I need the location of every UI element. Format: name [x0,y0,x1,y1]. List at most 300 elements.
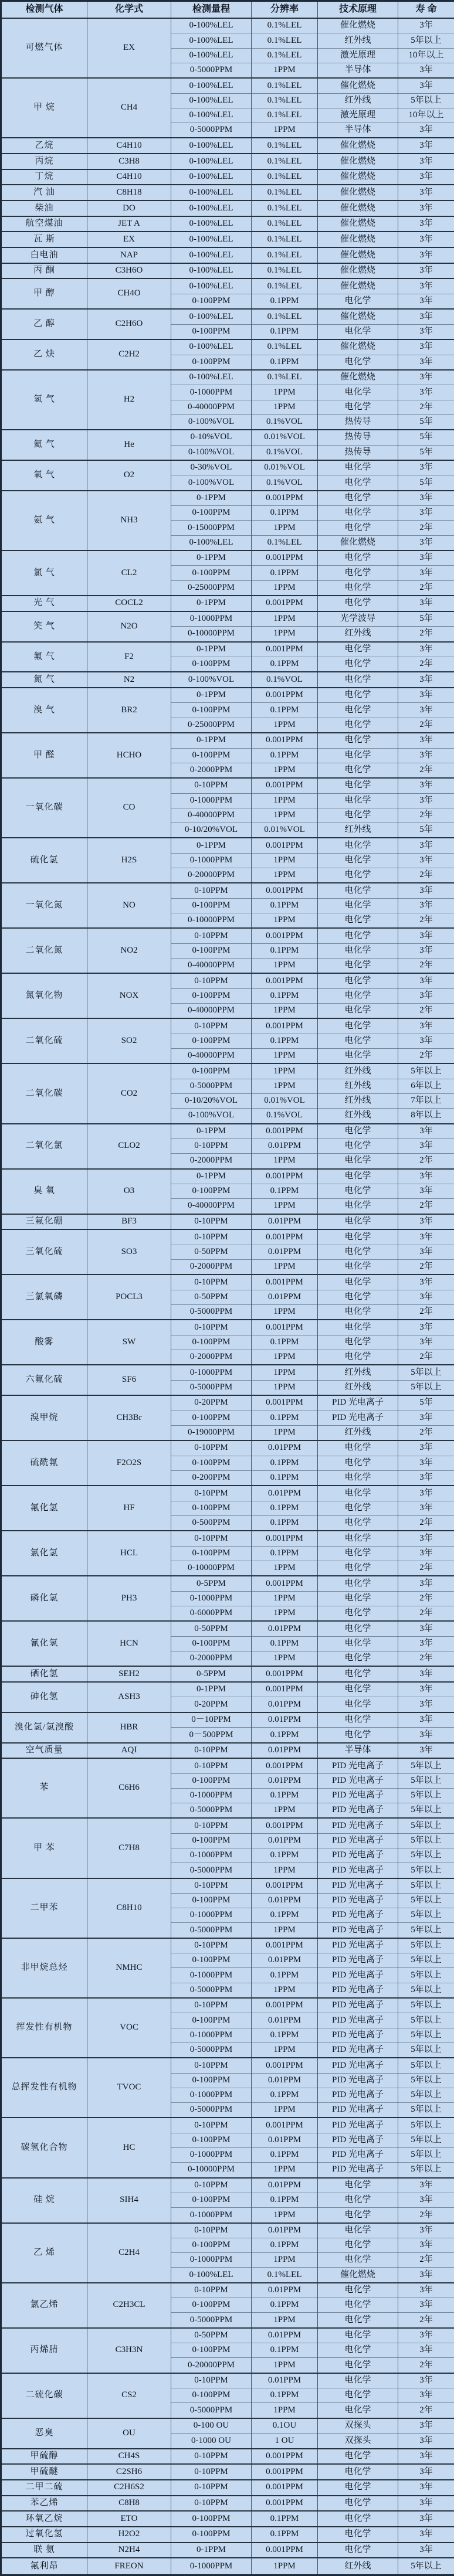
principle-cell: 催化燃烧 [318,18,398,33]
lifespan-cell: 3年 [398,506,454,521]
lifespan-cell: 3年 [398,2418,454,2434]
range-cell: 0-10000PPM [171,913,252,928]
lifespan-cell: 3年 [398,1034,454,1048]
formula-cell: O2 [87,460,171,491]
range-cell: 0-100%LEL [171,138,252,154]
range-cell: 0-100PPM [171,2527,252,2543]
range-cell: 0-1000PPM [171,2088,252,2102]
lifespan-cell: 5年以上 [398,2102,454,2118]
range-cell: 0-10PPM [171,2480,252,2496]
principle-cell: 电化学 [318,2223,398,2238]
resolution-cell: 0.1%LEL [252,278,318,294]
table-row [1,2418,454,2434]
principle-cell: PID 光电离子 [318,1395,398,1411]
lifespan-cell: 3年 [398,2527,454,2543]
resolution-cell: 0.001PPM [252,1998,318,2013]
principle-cell: PID 光电离子 [318,1758,398,1773]
table-row [1,263,454,279]
gas-table-body [1,18,454,2575]
resolution-cell: 0.1%VOL [252,414,318,430]
principle-cell: 电化学 [318,1018,398,1034]
resolution-cell: 0.1%LEL [252,535,318,550]
range-cell: 0-10PPM [171,1229,252,1245]
gas-name-cell: 丙烯腈 [1,2328,87,2373]
resolution-cell: 0.1PPM [252,2527,318,2543]
lifespan-cell: 3年 [398,18,454,33]
principle-cell: 激光原理 [318,108,398,123]
resolution-cell: 0.1PPM [252,898,318,913]
gas-name-cell: 环氧乙烷 [1,2511,87,2527]
gas-name-cell: 丙烷 [1,154,87,169]
gas-name-cell: 甲 苯 [1,1818,87,1878]
resolution-cell: 0.1%LEL [252,232,318,247]
resolution-cell: 0.1%LEL [252,33,318,48]
principle-cell: 电化学 [318,883,398,898]
resolution-cell: 1PPM [252,913,318,928]
resolution-cell: 0.001PPM [252,2058,318,2073]
lifespan-cell: 3年 [398,733,454,748]
table-row [1,2223,454,2238]
formula-cell: C6H6 [87,1758,171,1818]
resolution-cell: 1PPM [252,1365,318,1380]
range-cell: 0-100%LEL [171,18,252,33]
principle-cell: 双探头 [318,2418,398,2434]
range-cell: 0-50PPM [171,1290,252,1304]
resolution-cell: 1PPM [252,1606,318,1621]
gas-name-cell: 可燃气体 [1,18,87,78]
table-row [1,78,454,93]
table-row [1,883,454,898]
principle-cell: 红外线 [318,1109,398,1124]
principle-cell: 催化燃烧 [318,78,398,93]
resolution-cell: 1PPM [252,1199,318,1214]
range-cell: 0-100PPM [171,943,252,958]
lifespan-cell: 3年 [398,2511,454,2527]
principle-cell: PID 光电离子 [318,2133,398,2147]
formula-cell: N2 [87,672,171,688]
gas-name-cell: 氟 气 [1,642,87,672]
principle-cell: 电化学 [318,913,398,928]
range-cell: 0-40000PPM [171,808,252,823]
resolution-cell: 1PPM [252,718,318,733]
principle-cell: PID 光电离子 [318,1863,398,1878]
resolution-cell: 0.1PPM [252,355,318,370]
principle-cell: 电化学 [318,2449,398,2465]
lifespan-cell: 3年 [398,973,454,988]
lifespan-cell: 2年 [398,1606,454,1621]
header-lifespan: 寿 命 [398,1,454,19]
principle-cell: 电化学 [318,1275,398,1290]
gas-name-cell: 氮 气 [1,672,87,688]
table-row [1,430,454,445]
principle-cell: 电化学 [318,475,398,491]
formula-cell: CO2 [87,1063,171,1123]
formula-cell: CH4 [87,78,171,138]
lifespan-cell: 3年 [398,247,454,263]
range-cell: 0-100%VOL [171,475,252,491]
principle-cell: 电化学 [318,2328,398,2343]
resolution-cell: 0.1%LEL [252,18,318,33]
gas-name-cell: 酸雾 [1,1320,87,1365]
resolution-cell: 0.01PPM [252,1833,318,1848]
formula-cell: FREON [87,2558,171,2575]
table-row [1,596,454,611]
table-row [1,2480,454,2496]
table-row [1,2178,454,2193]
principle-cell: 电化学 [318,1184,398,1198]
principle-cell: 催化燃烧 [318,169,398,185]
table-row [1,688,454,703]
range-cell: 0-100%LEL [171,2268,252,2283]
lifespan-cell: 3年 [398,2193,454,2208]
principle-cell: 电化学 [318,1576,398,1591]
range-cell: 0-100PPM [171,1034,252,1048]
principle-cell: PID 光电离子 [318,1848,398,1863]
range-cell: 0-100PPM [171,1894,252,1908]
resolution-cell: 1PPM [252,1983,318,1998]
lifespan-cell: 3年 [398,138,454,154]
lifespan-cell: 2年 [398,627,454,642]
principle-cell: 电化学 [318,1501,398,1515]
resolution-cell: 1PPM [252,2102,318,2118]
table-row [1,1576,454,1591]
resolution-cell: 0.001PPM [252,928,318,943]
resolution-cell: 0.1PPM [252,2511,318,2527]
lifespan-cell: 5年以上 [398,1803,454,1819]
range-cell: 0-1PPM [171,550,252,566]
range-cell: 0-1PPM [171,491,252,506]
lifespan-cell: 3年 [398,2543,454,2558]
lifespan-cell: 3年 [398,78,454,93]
formula-cell: C2H4 [87,2223,171,2283]
table-row [1,672,454,688]
resolution-cell: 0.1%LEL [252,154,318,169]
lifespan-cell: 5年 [398,475,454,491]
range-cell: 0-1000PPM [171,1365,252,1380]
gas-name-cell: 乙 醇 [1,309,87,339]
range-cell: 0-100PPM [171,1411,252,1425]
principle-cell: 双探头 [318,2434,398,2449]
principle-cell: 红外线 [318,1380,398,1395]
resolution-cell: 0.1%LEL [252,185,318,200]
resolution-cell: 0.1OU [252,2418,318,2434]
principle-cell: PID 光电离子 [318,1953,398,1968]
formula-cell: AQI [87,1743,171,1759]
resolution-cell: 0.01PPM [252,2223,318,2238]
lifespan-cell: 5年以上 [398,1833,454,1848]
range-cell: 0-20000PPM [171,868,252,883]
range-cell: 0-100%LEL [171,247,252,263]
lifespan-cell: 3年 [398,1743,454,1759]
resolution-cell: 0.1%LEL [252,2268,318,2283]
range-cell: 0-10PPM [171,2373,252,2388]
lifespan-cell: 5年以上 [398,1380,454,1395]
lifespan-cell: 2年 [398,657,454,672]
lifespan-cell: 3年 [398,2449,454,2465]
range-cell: 0-100PPM [171,1501,252,1515]
principle-cell: 电化学 [318,868,398,883]
resolution-cell: 1PPM [252,763,318,778]
table-row [1,1818,454,1833]
resolution-cell: 0.1PPM [252,988,318,1003]
resolution-cell: 0.1PPM [252,2088,318,2102]
resolution-cell: 0.01PPM [252,2178,318,2193]
table-row [1,370,454,385]
resolution-cell: 1PPM [252,853,318,868]
principle-cell: 电化学 [318,1034,398,1048]
table-row [1,2328,454,2343]
formula-cell: SIH4 [87,2178,171,2223]
principle-cell: 催化燃烧 [318,309,398,324]
formula-cell: C2SH6 [87,2464,171,2480]
principle-cell: PID 光电离子 [318,2088,398,2102]
principle-cell: 电化学 [318,778,398,793]
range-cell: 0-50PPM [171,1245,252,1259]
formula-cell: TVOC [87,2058,171,2118]
range-cell: 0-5000PPM [171,1923,252,1938]
resolution-cell: 0.001PPM [252,1758,318,1773]
formula-cell: SF6 [87,1365,171,1395]
gas-name-cell: 三氧化硫 [1,1229,87,1275]
principle-cell: 红外线 [318,1425,398,1440]
range-cell: 0-1PPM [171,642,252,657]
formula-cell: CLO2 [87,1124,171,1169]
range-cell: 0-10PPM [171,1938,252,1953]
range-cell: 0-2000PPM [171,1651,252,1666]
lifespan-cell: 3年 [398,672,454,688]
resolution-cell: 0.01PPM [252,2133,318,2147]
gas-name-cell: 三氯氧磷 [1,1275,87,1320]
principle-cell: 红外线 [318,1093,398,1108]
principle-cell: PID 光电离子 [318,1968,398,1983]
gas-name-cell: 二氧化碳 [1,1063,87,1123]
resolution-cell: 0.1PPM [252,1501,318,1515]
formula-cell: JET A [87,216,171,232]
range-cell: 0-100%LEL [171,78,252,93]
resolution-cell: 0.1%LEL [252,48,318,63]
principle-cell: 电化学 [318,718,398,733]
lifespan-cell: 3年 [398,2434,454,2449]
lifespan-cell: 3年 [398,169,454,185]
resolution-cell: 0.001PPM [252,2543,318,2558]
lifespan-cell: 3年 [398,2223,454,2238]
range-cell: 0-10000PPM [171,1561,252,1576]
range-cell: 0-10PPM [171,1139,252,1153]
principle-cell: 电化学 [318,2208,398,2223]
principle-cell: 电化学 [318,491,398,506]
gas-name-cell: 一氧化碳 [1,778,87,838]
range-cell: 0-100PPM [171,703,252,718]
lifespan-cell: 3年 [398,2283,454,2298]
formula-cell: C2H6O [87,309,171,339]
resolution-cell: 1PPM [252,1154,318,1169]
lifespan-cell: 2年 [398,763,454,778]
lifespan-cell: 3年 [398,1229,454,1245]
lifespan-cell: 3年 [398,2328,454,2343]
resolution-cell: 0.001PPM [252,733,318,748]
principle-cell: 催化燃烧 [318,185,398,200]
lifespan-cell: 5年 [398,414,454,430]
resolution-cell: 0.001PPM [252,688,318,703]
range-cell: 0-100%LEL [171,33,252,48]
resolution-cell: 1PPM [252,1803,318,1819]
formula-cell: SW [87,1320,171,1365]
resolution-cell: 1PPM [252,1048,318,1063]
gas-name-cell: 总挥发性有机物 [1,2058,87,2118]
lifespan-cell: 7年以上 [398,1093,454,1108]
gas-name-cell: 碳氢化合物 [1,2118,87,2177]
lifespan-cell: 3年 [398,535,454,550]
resolution-cell: 0.1PPM [252,1515,318,1531]
resolution-cell: 0.1%LEL [252,78,318,93]
principle-cell: 电化学 [318,808,398,823]
principle-cell: 红外线 [318,93,398,108]
lifespan-cell: 3年 [398,1214,454,1230]
principle-cell: 半导体 [318,63,398,78]
resolution-cell: 1PPM [252,868,318,883]
principle-cell: 电化学 [318,1350,398,1365]
range-cell: 0-100%LEL [171,185,252,200]
principle-cell: 电化学 [318,1651,398,1666]
principle-cell: 电化学 [318,657,398,672]
resolution-cell: 0.1PPM [252,2343,318,2358]
range-cell: 0-10/20%VOL [171,1093,252,1108]
gas-name-cell: 二氧化氯 [1,1124,87,1169]
lifespan-cell: 3年 [398,294,454,309]
range-cell: 0-100PPM [171,1953,252,1968]
range-cell: 0-100PPM [171,2343,252,2358]
range-cell: 0-5000PPM [171,2313,252,2328]
principle-cell: 电化学 [318,763,398,778]
principle-cell: 电化学 [318,2496,398,2512]
lifespan-cell: 5年以上 [398,1818,454,1833]
gas-name-cell: 氢 气 [1,370,87,430]
lifespan-cell: 3年 [398,1621,454,1636]
resolution-cell: 0.1%LEL [252,108,318,123]
principle-cell: 电化学 [318,1697,398,1712]
principle-cell: 激光原理 [318,48,398,63]
resolution-cell: 1PPM [252,580,318,596]
principle-cell: 电化学 [318,1440,398,1456]
resolution-cell: 0.001PPM [252,778,318,793]
lifespan-cell: 3年 [398,1184,454,1198]
table-header [1,1,454,19]
lifespan-cell: 2年 [398,1199,454,1214]
principle-cell: 电化学 [318,928,398,943]
table-row [1,200,454,216]
lifespan-cell: 3年 [398,2298,454,2313]
resolution-cell: 0.01PPM [252,1621,318,1636]
lifespan-cell: 3年 [398,688,454,703]
principle-cell: PID 光电离子 [318,2058,398,2073]
lifespan-cell: 3年 [398,1666,454,1682]
lifespan-cell: 3年 [398,1169,454,1184]
resolution-cell: 0.1%LEL [252,370,318,385]
formula-cell: N2H4 [87,2543,171,2558]
lifespan-cell: 3年 [398,943,454,958]
principle-cell: 电化学 [318,1561,398,1576]
range-cell: 0-10PPM [171,2283,252,2298]
resolution-cell: 0.01PPM [252,1773,318,1788]
principle-cell: PID 光电离子 [318,2028,398,2043]
principle-cell: 电化学 [318,988,398,1003]
lifespan-cell: 3年 [398,309,454,324]
formula-cell: DO [87,200,171,216]
formula-cell: ETO [87,2511,171,2527]
gas-name-cell: 氰化氢 [1,1621,87,1666]
lifespan-cell: 5年 [398,430,454,445]
table-row [1,138,454,154]
range-cell: 0-5PPM [171,1576,252,1591]
principle-cell: PID 光电离子 [318,1818,398,1833]
resolution-cell: 1PPM [252,2208,318,2223]
principle-cell: 电化学 [318,521,398,535]
range-cell: 0-1PPM [171,733,252,748]
gas-name-cell: 硫酰氟 [1,1440,87,1486]
lifespan-cell: 2年 [398,1259,454,1275]
table-row [1,550,454,566]
range-cell: 0-100%LEL [171,263,252,279]
range-cell: 0-50PPM [171,2328,252,2343]
table-row [1,2558,454,2575]
principle-cell: 电化学 [318,1470,398,1486]
principle-cell: 催化燃烧 [318,200,398,216]
lifespan-cell: 3年 [398,703,454,718]
range-cell: 0-1000PPM [171,1591,252,1606]
lifespan-cell: 3年 [398,988,454,1003]
principle-cell: 电化学 [318,2373,398,2388]
resolution-cell: 0.1PPM [252,294,318,309]
resolution-cell: 0.01PPM [252,1290,318,1304]
principle-cell: PID 光电离子 [318,1938,398,1953]
principle-cell: 电化学 [318,838,398,853]
principle-cell: 电化学 [318,2527,398,2543]
resolution-cell: 1PPM [252,2358,318,2373]
resolution-cell: 0.01%VOL [252,460,318,475]
header-principle: 技术原理 [318,1,398,19]
lifespan-cell: 2年 [398,1651,454,1666]
range-cell: 0-100PPM [171,1773,252,1788]
gas-name-cell: 航空煤油 [1,216,87,232]
range-cell: 0-20000PPM [171,2358,252,2373]
principle-cell: 电化学 [318,1139,398,1153]
resolution-cell: 0.1PPM [252,1968,318,1983]
principle-cell: 电化学 [318,1515,398,1531]
resolution-cell: 0.001PPM [252,2118,318,2133]
principle-cell: 电化学 [318,2178,398,2193]
lifespan-cell: 3年 [398,2388,454,2403]
range-cell: 0-5000PPM [171,1803,252,1819]
table-row [1,2118,454,2133]
range-cell: 0-1000PPM [171,2253,252,2268]
table-row [1,973,454,988]
gas-name-cell: 非甲烷总烃 [1,1938,87,1998]
range-cell: 0-1000PPM [171,1908,252,1923]
header-resolution: 分辨率 [252,1,318,19]
range-cell: 0-10000PPM [171,2163,252,2178]
principle-cell: PID 光电离子 [318,1411,398,1425]
lifespan-cell: 5年以上 [398,2147,454,2162]
principle-cell: 电化学 [318,385,398,400]
table-row [1,2496,454,2512]
gas-name-cell: 乙烷 [1,138,87,154]
header-range: 检测量程 [171,1,252,19]
gas-name-cell: 三氟化硼 [1,1214,87,1230]
principle-cell: 电化学 [318,294,398,309]
range-cell: 0-10PPM [171,973,252,988]
principle-cell: 电化学 [318,2343,398,2358]
lifespan-cell: 3年 [398,1486,454,1501]
